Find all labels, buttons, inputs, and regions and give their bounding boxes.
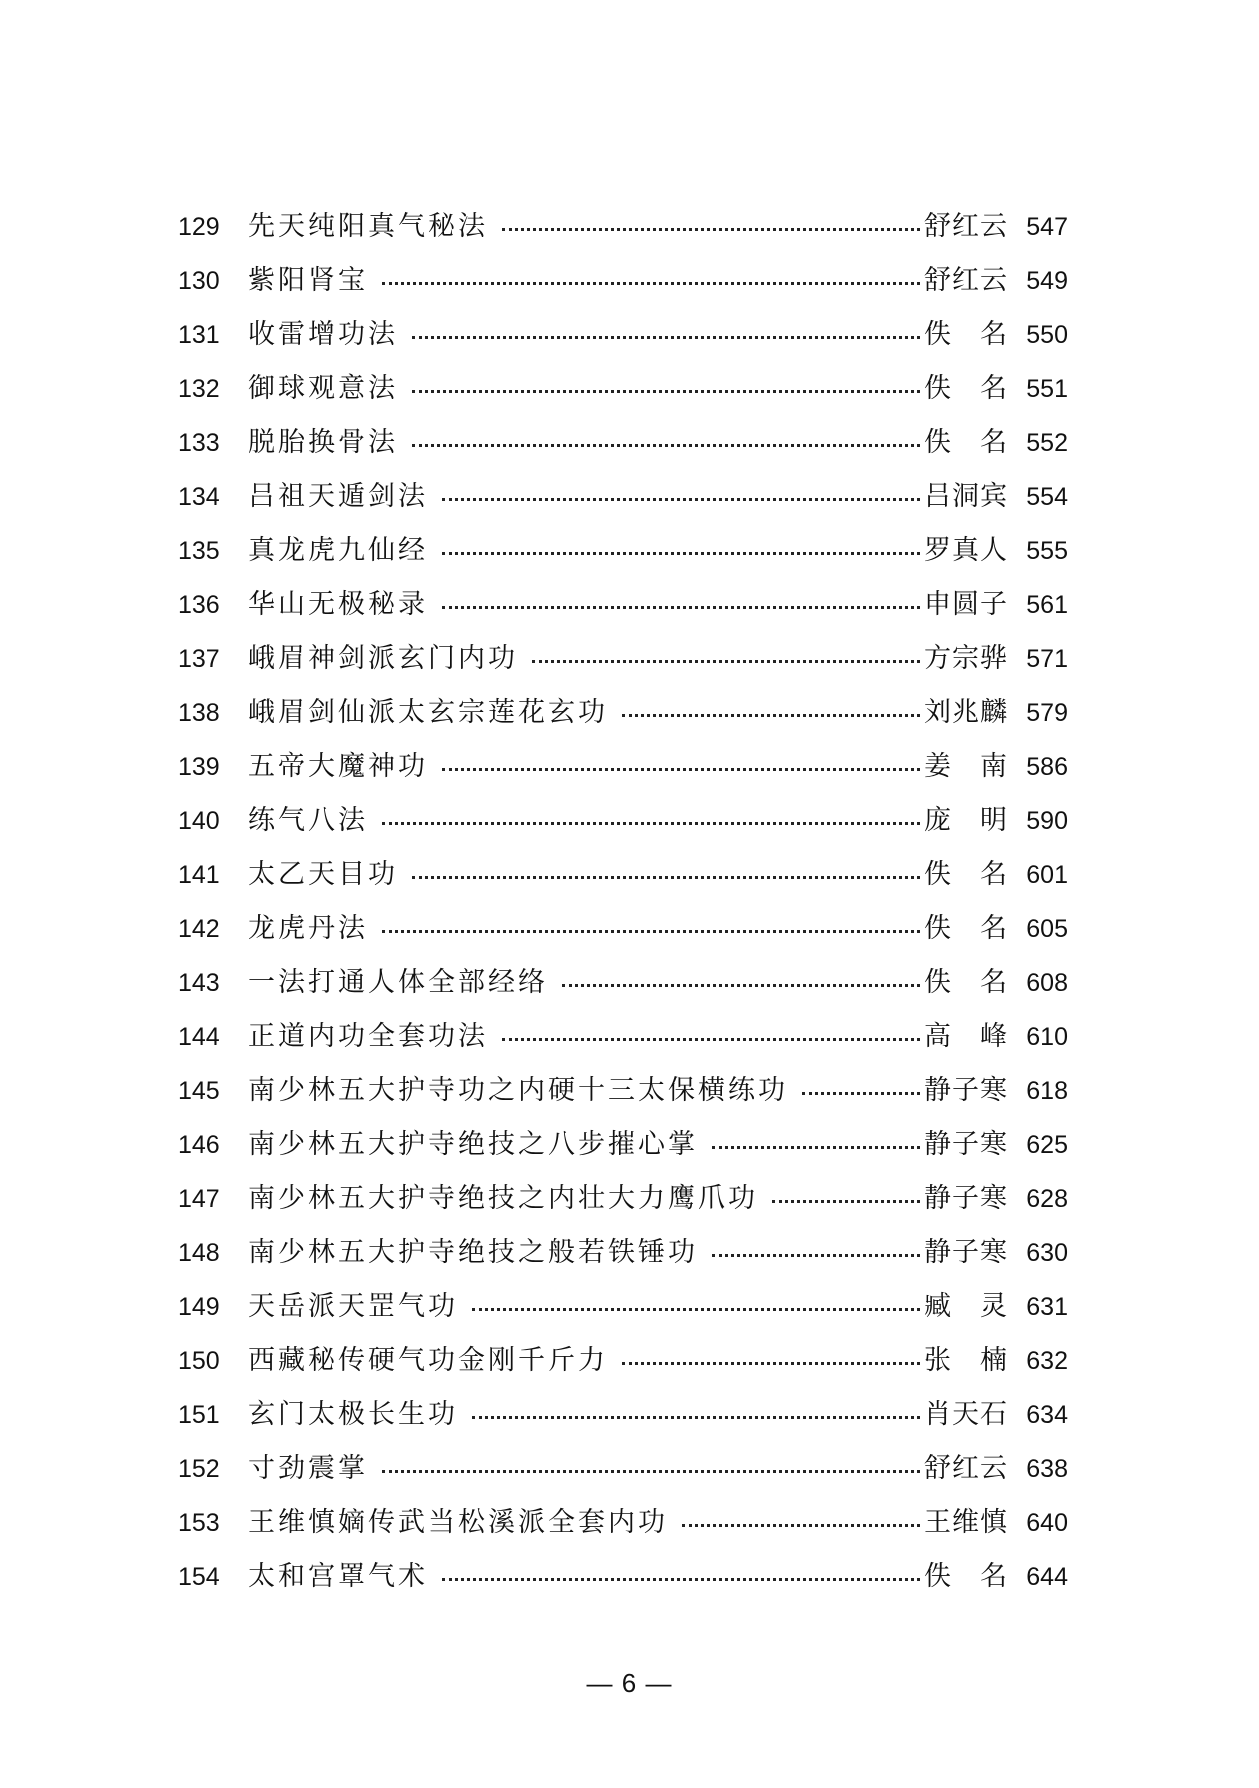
dot-leader xyxy=(412,390,920,393)
entry-author: 静子寒 xyxy=(924,1183,1008,1214)
toc-entry xyxy=(178,1334,1068,1388)
dot-leader xyxy=(412,336,920,339)
entry-title: 太乙天目功 xyxy=(248,859,398,890)
toc-entry xyxy=(178,740,1068,794)
dot-leader xyxy=(502,228,920,231)
entry-title: 真龙虎九仙经 xyxy=(248,535,428,566)
entry-title: 南少林五大护寺功之内硬十三太保横练功 xyxy=(248,1075,788,1106)
entry-author: 舒红云 xyxy=(924,1453,1008,1484)
dot-leader xyxy=(532,660,920,663)
entry-number: 146 xyxy=(178,1131,220,1159)
entry-author: 静子寒 xyxy=(924,1129,1008,1160)
entry-author: 舒红云 xyxy=(924,211,1008,242)
entry-number: 145 xyxy=(178,1077,220,1105)
entry-page-number: 625 xyxy=(1026,1131,1068,1159)
toc-entry xyxy=(178,956,1068,1010)
entry-title: 五帝大魔神功 xyxy=(248,751,428,782)
entry-number: 151 xyxy=(178,1401,220,1429)
entry-author: 吕洞宾 xyxy=(924,481,1008,512)
entry-number: 132 xyxy=(178,375,220,403)
entry-number: 149 xyxy=(178,1293,220,1321)
toc-entry xyxy=(178,1010,1068,1064)
table-of-contents xyxy=(178,200,1068,1604)
entry-page-number: 638 xyxy=(1026,1455,1068,1483)
entry-page-number: 632 xyxy=(1026,1347,1068,1375)
entry-page-number: 552 xyxy=(1026,429,1068,457)
entry-number: 139 xyxy=(178,753,220,781)
dot-leader xyxy=(622,1362,920,1365)
entry-author: 舒红云 xyxy=(924,265,1008,296)
dot-leader xyxy=(442,552,920,555)
entry-page-number: 547 xyxy=(1026,213,1068,241)
entry-author: 张 楠 xyxy=(924,1345,1008,1376)
dot-leader xyxy=(472,1308,920,1311)
entry-author: 佚 名 xyxy=(924,913,1008,944)
entry-author: 肖天石 xyxy=(924,1399,1008,1430)
dot-leader xyxy=(412,876,920,879)
dot-leader xyxy=(622,714,920,717)
entry-page-number: 618 xyxy=(1026,1077,1068,1105)
toc-entry xyxy=(178,632,1068,686)
entry-page-number: 550 xyxy=(1026,321,1068,349)
dot-leader xyxy=(382,1470,920,1473)
dot-leader xyxy=(382,930,920,933)
entry-author: 静子寒 xyxy=(924,1237,1008,1268)
toc-entry xyxy=(178,1496,1068,1550)
toc-entry xyxy=(178,416,1068,470)
entry-page-number: 555 xyxy=(1026,537,1068,565)
entry-title: 御球观意法 xyxy=(248,373,398,404)
toc-entry xyxy=(178,362,1068,416)
entry-page-number: 640 xyxy=(1026,1509,1068,1537)
entry-page-number: 554 xyxy=(1026,483,1068,511)
entry-page-number: 610 xyxy=(1026,1023,1068,1051)
dot-leader xyxy=(442,768,920,771)
entry-page-number: 586 xyxy=(1026,753,1068,781)
entry-number: 129 xyxy=(178,213,220,241)
entry-number: 138 xyxy=(178,699,220,727)
dot-leader xyxy=(802,1092,920,1095)
entry-author: 静子寒 xyxy=(924,1075,1008,1106)
entry-title: 王维慎嫡传武当松溪派全套内功 xyxy=(248,1507,668,1538)
entry-title: 南少林五大护寺绝技之内壮大力鹰爪功 xyxy=(248,1183,758,1214)
entry-title: 正道内功全套功法 xyxy=(248,1021,488,1052)
entry-author: 佚 名 xyxy=(924,967,1008,998)
entry-page-number: 601 xyxy=(1026,861,1068,889)
entry-page-number: 579 xyxy=(1026,699,1068,727)
entry-page-number: 605 xyxy=(1026,915,1068,943)
toc-entry xyxy=(178,1442,1068,1496)
entry-author: 佚 名 xyxy=(924,1561,1008,1592)
entry-author: 佚 名 xyxy=(924,373,1008,404)
entry-author: 姜 南 xyxy=(924,751,1008,782)
toc-entry xyxy=(178,1280,1068,1334)
toc-entry xyxy=(178,1226,1068,1280)
dot-leader xyxy=(682,1524,920,1527)
entry-title: 峨眉神剑派玄门内功 xyxy=(248,643,518,674)
entry-number: 150 xyxy=(178,1347,220,1375)
entry-title: 练气八法 xyxy=(248,805,368,836)
entry-author: 王维慎 xyxy=(924,1507,1008,1538)
entry-title: 玄门太极长生功 xyxy=(248,1399,458,1430)
entry-author: 高 峰 xyxy=(924,1021,1008,1052)
dot-leader xyxy=(442,1578,920,1581)
entry-number: 140 xyxy=(178,807,220,835)
entry-title: 南少林五大护寺绝技之般若铁锤功 xyxy=(248,1237,698,1268)
dot-leader xyxy=(712,1146,920,1149)
entry-author: 佚 名 xyxy=(924,427,1008,458)
dot-leader xyxy=(472,1416,920,1419)
entry-author: 臧 灵 xyxy=(924,1291,1008,1322)
entry-title: 南少林五大护寺绝技之八步摧心掌 xyxy=(248,1129,698,1160)
entry-page-number: 608 xyxy=(1026,969,1068,997)
toc-entry xyxy=(178,308,1068,362)
page-number: — 6 — xyxy=(586,1668,673,1698)
entry-number: 147 xyxy=(178,1185,220,1213)
entry-author: 庞 明 xyxy=(924,805,1008,836)
entry-page-number: 561 xyxy=(1026,591,1068,619)
entry-number: 134 xyxy=(178,483,220,511)
entry-page-number: 628 xyxy=(1026,1185,1068,1213)
entry-author: 方宗骅 xyxy=(924,643,1008,674)
dot-leader xyxy=(382,822,920,825)
entry-page-number: 549 xyxy=(1026,267,1068,295)
entry-author: 刘兆麟 xyxy=(924,697,1008,728)
entry-number: 130 xyxy=(178,267,220,295)
entry-page-number: 571 xyxy=(1026,645,1068,673)
entry-number: 137 xyxy=(178,645,220,673)
entry-page-number: 631 xyxy=(1026,1293,1068,1321)
entry-number: 141 xyxy=(178,861,220,889)
entry-title: 华山无极秘录 xyxy=(248,589,428,620)
toc-entry xyxy=(178,470,1068,524)
entry-number: 136 xyxy=(178,591,220,619)
toc-entry xyxy=(178,524,1068,578)
toc-entry xyxy=(178,1172,1068,1226)
entry-author: 佚 名 xyxy=(924,859,1008,890)
entry-number: 131 xyxy=(178,321,220,349)
entry-number: 152 xyxy=(178,1455,220,1483)
entry-page-number: 644 xyxy=(1026,1563,1068,1591)
entry-title: 天岳派天罡气功 xyxy=(248,1291,458,1322)
entry-title: 一法打通人体全部经络 xyxy=(248,967,548,998)
entry-page-number: 630 xyxy=(1026,1239,1068,1267)
toc-entry xyxy=(178,1388,1068,1442)
entry-number: 148 xyxy=(178,1239,220,1267)
toc-entry xyxy=(178,200,1068,254)
toc-entry xyxy=(178,578,1068,632)
dot-leader xyxy=(442,498,920,501)
entry-title: 太和宫罩气术 xyxy=(248,1561,428,1592)
dot-leader xyxy=(502,1038,920,1041)
entry-number: 135 xyxy=(178,537,220,565)
entry-title: 峨眉剑仙派太玄宗莲花玄功 xyxy=(248,697,608,728)
entry-author: 佚 名 xyxy=(924,319,1008,350)
entry-number: 153 xyxy=(178,1509,220,1537)
toc-entry xyxy=(178,254,1068,308)
dot-leader xyxy=(382,282,920,285)
entry-author: 罗真人 xyxy=(924,535,1008,566)
dot-leader xyxy=(712,1254,920,1257)
toc-entry xyxy=(178,686,1068,740)
entry-title: 紫阳肾宝 xyxy=(248,265,368,296)
entry-author: 申圆子 xyxy=(924,589,1008,620)
entry-page-number: 590 xyxy=(1026,807,1068,835)
entry-title: 脱胎换骨法 xyxy=(248,427,398,458)
entry-number: 133 xyxy=(178,429,220,457)
dot-leader xyxy=(442,606,920,609)
entry-title: 寸劲震掌 xyxy=(248,1453,368,1484)
toc-entry xyxy=(178,848,1068,902)
dot-leader xyxy=(412,444,920,447)
entry-number: 154 xyxy=(178,1563,220,1591)
entry-page-number: 634 xyxy=(1026,1401,1068,1429)
entry-title: 龙虎丹法 xyxy=(248,913,368,944)
entry-title: 先天纯阳真气秘法 xyxy=(248,211,488,242)
toc-entry xyxy=(178,794,1068,848)
dot-leader xyxy=(772,1200,920,1203)
entry-number: 144 xyxy=(178,1023,220,1051)
toc-entry xyxy=(178,1064,1068,1118)
entry-title: 收雷增功法 xyxy=(248,319,398,350)
toc-entry xyxy=(178,1550,1068,1604)
dot-leader xyxy=(562,984,920,987)
entry-number: 143 xyxy=(178,969,220,997)
toc-entry xyxy=(178,1118,1068,1172)
toc-entry xyxy=(178,902,1068,956)
entry-number: 142 xyxy=(178,915,220,943)
entry-title: 西藏秘传硬气功金刚千斤力 xyxy=(248,1345,608,1376)
entry-page-number: 551 xyxy=(1026,375,1068,403)
entry-title: 吕祖天遁剑法 xyxy=(248,481,428,512)
